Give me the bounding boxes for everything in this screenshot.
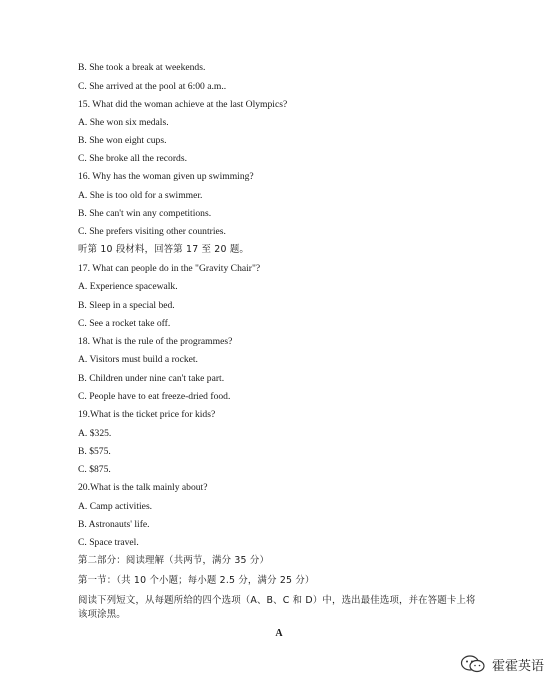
question-19: 19.What is the ticket price for kids? bbox=[78, 409, 216, 420]
option-14c: C. She arrived at the pool at 6:00 a.m.. bbox=[78, 81, 227, 92]
option-19b: B. $575. bbox=[78, 446, 111, 457]
option-14b: B. She took a break at weekends. bbox=[78, 62, 206, 73]
option-19c: C. $875. bbox=[78, 464, 111, 475]
option-20a: A. Camp activities. bbox=[78, 501, 153, 512]
option-15c: C. She broke all the records. bbox=[78, 153, 187, 164]
option-17a: A. Experience spacewalk. bbox=[78, 281, 178, 292]
option-16c: C. She prefers visiting other countries. bbox=[78, 226, 226, 237]
option-18b: B. Children under nine can't take part. bbox=[78, 373, 225, 384]
question-16: 16. Why has the woman given up swimming? bbox=[78, 171, 254, 182]
option-18c: C. People have to eat freeze-dried food. bbox=[78, 391, 231, 402]
option-16b: B. She can't win any competitions. bbox=[78, 208, 212, 219]
watermark bbox=[460, 654, 544, 674]
option-17b: B. Sleep in a special bed. bbox=[78, 300, 175, 311]
question-20: 20.What is the talk mainly about? bbox=[78, 482, 208, 493]
option-19a: A. $325. bbox=[78, 428, 112, 439]
section-one-heading: 第一节：（共 10 个小题；每小题 2.5 分，满分 25 分） bbox=[78, 575, 315, 586]
reading-instruction: 阅读下列短文，从每题所给的四个选项（A、B、C 和 D）中，选出最佳选项，并在答题卡上将该项涂黑。 bbox=[78, 595, 476, 620]
wechat-icon bbox=[460, 654, 486, 674]
part-two-heading: 第二部分：阅读理解（共两节，满分 35 分） bbox=[78, 555, 270, 566]
question-18: 18. What is the rule of the programmes? bbox=[78, 336, 233, 347]
option-18a: A. Visitors must build a rocket. bbox=[78, 354, 198, 365]
passage-letter: A bbox=[275, 628, 283, 639]
question-15: 15. What did the woman achieve at the last Olympics? bbox=[78, 99, 288, 110]
option-20c: C. Space travel. bbox=[78, 537, 139, 548]
section-instruction-material-10: 听第 10 段材料，回答第 17 至 20 题。 bbox=[78, 244, 249, 255]
option-20b: B. Astronauts' life. bbox=[78, 519, 150, 530]
watermark-text: 霍霍英语 bbox=[491, 658, 544, 674]
option-17c: C. See a rocket take off. bbox=[78, 318, 171, 329]
option-15a: A. She won six medals. bbox=[78, 117, 169, 128]
option-16a: A. She is too old for a swimmer. bbox=[78, 190, 203, 201]
option-15b: B. She won eight cups. bbox=[78, 135, 167, 146]
question-17: 17. What can people do in the "Gravity Chair"? bbox=[78, 263, 261, 274]
